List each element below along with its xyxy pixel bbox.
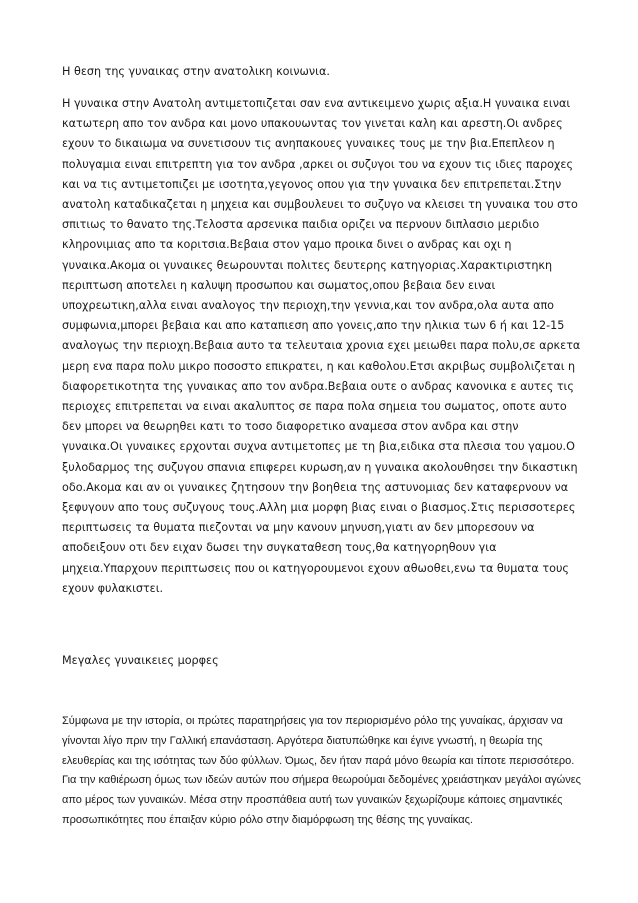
section-heading: Μεγαλες γυναικειες μορφες bbox=[62, 654, 219, 667]
document-title: Η θεση της γυναικας στην ανατολικη κοινωνια. bbox=[62, 65, 330, 78]
body-paragraph-second: Σύμφωνα με την ιστορία, οι πρώτες παρατηρήσεις για τον περιορισμένο ρόλο της γυναίκας, άρχισαν να γίνονται λίγο πριν την Γαλλική επανάσταση. Αργότερα διατυπώθηκε και έγινε γνωστή, η θεωρία της ελευθερίας και της ισότητας των δύο φύλλων. Όμως, δεν ήταν παρά μόνο θεωρία και τίποτε περισσότερο. Για την καθιέρωση όμως των ιδεών αυτών που σήμερα θεωρούμαι δεδομένες χρειάστηκαν μεγάλοι αγώνες απο μέρος των γυναικών. Μέσα στην προσπάθεια αυτή των γυναικών ξεχωρίζουμε κάποιες σημαντικές προσωπικότητες που έπαιξαν κύριο ρόλο στην διαμόρφωση της θέσης της γυναίκας. bbox=[62, 715, 581, 826]
body-paragraph: Η γυναικα στην Ανατολη αντιμετοπιζεται σαν ενα αντικειμενο χωρις αξια.Η γυναικα ειναι κατωτερη απο τον ανδρα και μονο υπακουωντας τον γινεται καλη και αρεστη.Οι ανδρες εχουν το δικαιωμα να συνετισουν τις ανηπακουες γυναικες τους με την βια.Επεπλεον η πολυγαμια ειναι επιτρεπτη για τον ανδρα ,αρκει οι συζυγοι του να εχουν τις ιδιες παροχες και να τις αντιμετοπιζει με ισοτητα,γεγονος οπου για την γυναικα δεν επιτρεπεται.Στην ανατολη καταδικαζεται η μηχεια και συμβουλευει το συζυγο να κλεισει τη γυναικα του στο σπιτιως το θανατο της.Τελοστα αρσενικα παιδια οριζει να περνουν διπλασιο μεριδιο κληρονιμιας απο τα κοριτσια.Βεβαια στον γαμο προικα δινει ο ανδρας και οχι η γυναικα.Ακομα οι γυναικες θεωρουνται πολιτες δευτερης κατηγοριας.Χαρακτιριστηκη περιπτωση αποτελει η καλυψη προσωπου και σωματος,οπου βεβαια δεν ειναι υποχρεωτικη,αλλα ειναι αναλογος την περιοχη,την γεννια,και τον ανδρα,ολα αυτα απο συμφωνια,μπορει βεβαια και απο καταπιεση απο γονεις,απο την ηλικια των 6 ή και 12-15 αναλογως την περιοχη.Βεβαια αυτο τα τελευταια χρονια εχει μειωθει παρα πολυ,σε αρκετα μερη ενα παρα πολυ μικρο ποσοστο επικρατει, η και καθολου.Ετσι ακριβως συμβολιζεται η διαφορετικοτητα της γυναικας απο τον ανδρα.Βεβαια ουτε ο ανδρας κανονικα ε αυτες τις περιοχες επιτρεπεται να ειναι ακαλυπτος σε παρα πολα σημεια του σωματος, οποτε αυτο δεν μπορει να θεωρηθει κατι το τοσο διαφορετικο αναμεσα στον ανδρα και στην γυναικα.Οι γυναικες ερχονται συχνα αντιμετοπες με τη βια,ειδικα στα πλεσια του γαμου.Ο ξυλοδαρμος της συζυγου σπανια επιφερει κυρωση,αν η γυναικα ακολουθησει την δικαστικη οδο.Ακομα και αν οι γυναικες ζητησουν την βοηθεια της αστυνομιας δεν καταφερνουν να ξεφυγουν απο τους συζυγους τους.Αλλη μια μορφη βιας ειναι ο βιασμος.Στις περισσοτερες περιπτωσεις τα θυματα πιεζονται να μην κανουν μηνυση,γιατι αν δεν μπορεσουν να αποδειξουν οτι δεν ειχαν δωσει την συγκαταθεση τους,θα κατηγορηθουν για μηχεια.Υπαρχουν περιπτωσεις που οι κατηγορουμενοι εχουν αθωοθει,ενω τα θυματα τους εχουν φυλακιστει. bbox=[62, 97, 581, 595]
